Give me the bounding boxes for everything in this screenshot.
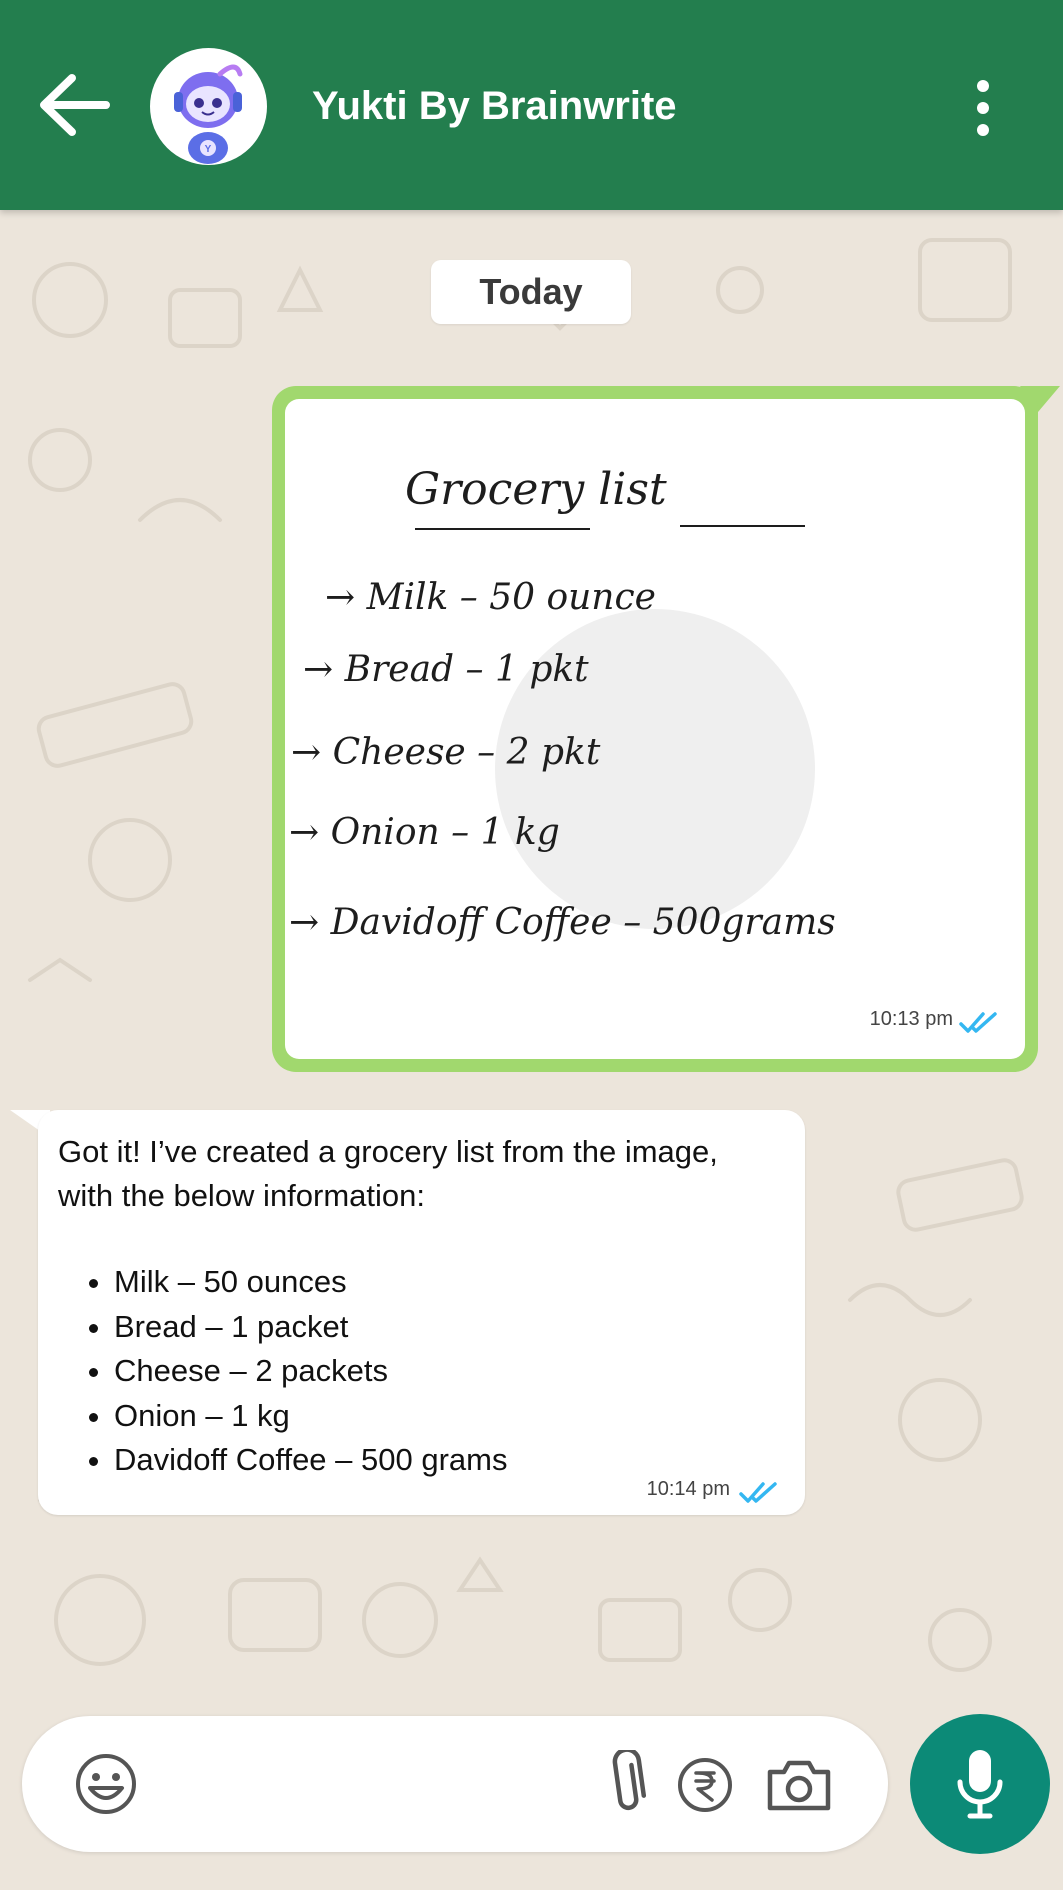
- list-item: • Bread – 1 packet: [114, 1305, 507, 1350]
- list-item: • Onion – 1 kg: [114, 1394, 507, 1439]
- robot-avatar-icon: [150, 48, 267, 165]
- microphone-icon: [950, 1744, 1010, 1824]
- note-line: → Onion – 1 kg: [289, 812, 560, 853]
- menu-button[interactable]: [968, 78, 998, 138]
- list-item: • Milk – 50 ounces: [114, 1260, 507, 1305]
- date-separator: Today: [431, 260, 631, 324]
- note-line: → Davidoff Coffee – 500grams: [289, 902, 836, 943]
- message-input[interactable]: [172, 1756, 596, 1814]
- svg-text:Y: Y: [204, 144, 212, 155]
- chat-header: [0, 0, 1063, 210]
- list-item: • Cheese – 2 packets: [114, 1349, 507, 1394]
- more-vertical-icon: [968, 78, 998, 138]
- emoji-icon: [74, 1752, 138, 1816]
- handwritten-note: [285, 399, 1025, 1059]
- paperclip-icon: [604, 1750, 648, 1818]
- grocery-item-list: [58, 1260, 507, 1483]
- double-check-icon: [959, 1010, 999, 1034]
- message-time: 10:14 pm: [646, 1478, 730, 1500]
- message-composer: [22, 1716, 888, 1852]
- grocery-list-image[interactable]: [285, 399, 1025, 1059]
- avatar[interactable]: [150, 48, 267, 165]
- voice-message-button[interactable]: [910, 1714, 1050, 1854]
- back-button[interactable]: [36, 70, 111, 140]
- payment-button[interactable]: [676, 1756, 734, 1814]
- note-line: → Bread – 1 pkt: [303, 649, 589, 690]
- received-text-message[interactable]: [38, 1110, 805, 1515]
- message-intro: Got it! I’ve created a grocery list from the image, with the below information:: [58, 1134, 718, 1213]
- camera-button[interactable]: [764, 1758, 834, 1814]
- double-check-icon: [739, 1480, 779, 1504]
- chat-title[interactable]: Yukti By Brainwrite: [312, 84, 677, 128]
- camera-icon: [764, 1758, 834, 1814]
- arrow-left-icon: [36, 70, 111, 140]
- note-line: → Cheese – 2 pkt: [291, 732, 601, 773]
- note-title: Grocery list: [405, 464, 667, 515]
- note-line: → Milk – 50 ounce: [325, 577, 656, 618]
- attach-button[interactable]: [604, 1750, 648, 1818]
- message-time: 10:13 pm: [869, 1008, 953, 1030]
- list-item: • Davidoff Coffee – 500 grams: [114, 1438, 507, 1483]
- rupee-icon: [676, 1756, 734, 1814]
- emoji-button[interactable]: [74, 1752, 138, 1816]
